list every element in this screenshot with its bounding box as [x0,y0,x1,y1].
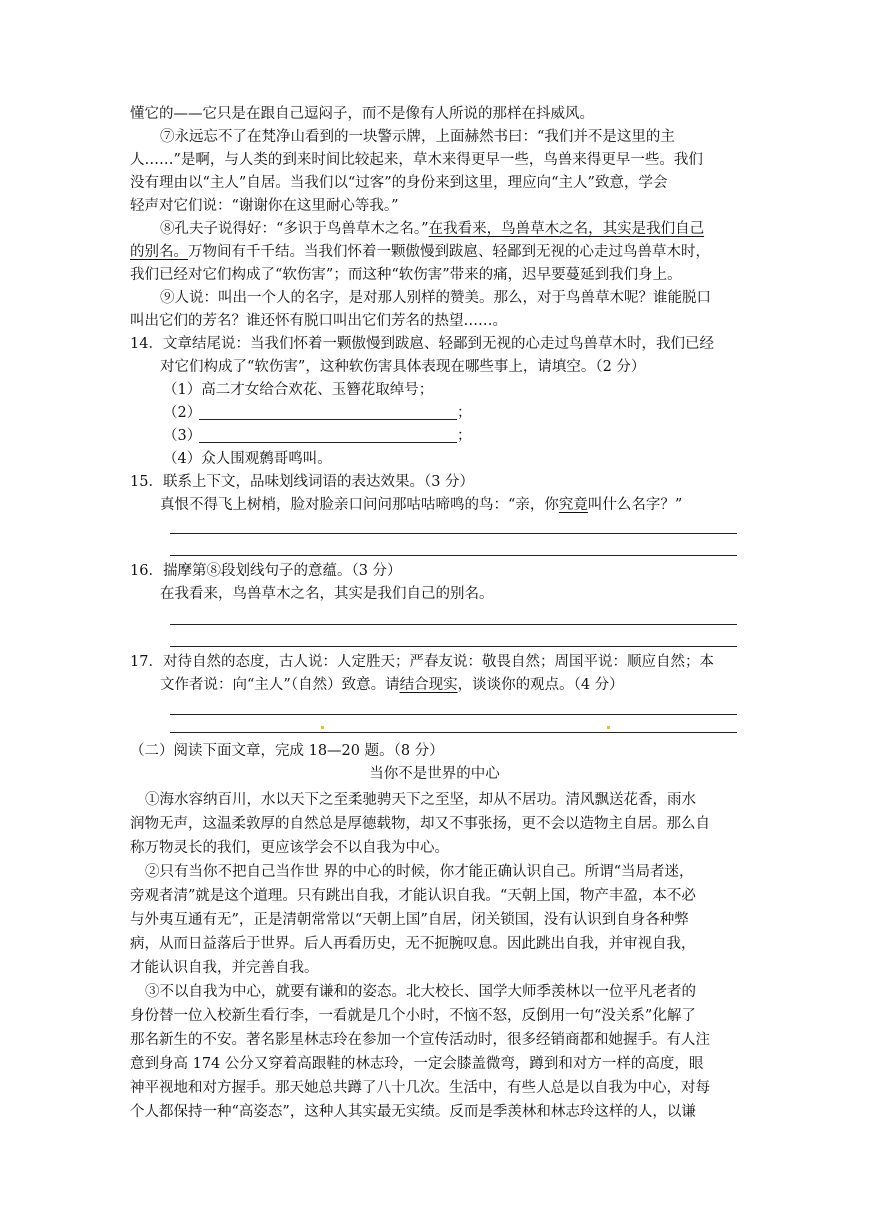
article-p2-line: ②只有当你不把自己当作世 界的中心的时候，你才能正确认识自己。所谓“当局者迷， [145,864,694,880]
paragraph-7-line: 轻声对它们说：“谢谢你在这里耐心等我。” [130,198,399,214]
article-p1-line: 称万物灵长的我们，更应该学会不以自我为中心。 [130,840,449,856]
paragraph-8-text: ⑧孔夫子说得好：“多识于鸟兽草木之名。” [160,221,429,237]
article-title: 当你不是世界的中心 [369,766,500,782]
article-p2-line: 才能认识自我，并完善自我。 [130,960,319,976]
article-p1-line: 润物无声，这温柔敦厚的自然总是厚德载物，却又不事张扬，更不会以造物主自居。那么自 [130,816,710,832]
speck-mark [321,726,324,729]
article-p3-line: ③不以自我为中心，就要有谦和的姿态。北大校长、国学大师季羡林以一位平凡老者的 [145,984,696,1000]
q15-quote-text: 叫什么名字？” [587,497,683,513]
paragraph-7-line: 没有理由以“主人”自居。当我们以“过客”的身份来到这里，理应向“主人”致意，学会 [130,175,668,191]
underlined-word: 结合现实 [399,677,458,693]
paragraph-7-line: 人……”是啊，与人类的到来时间比较起来，草木来得更早一些，鸟兽来得更早一些。我们 [130,152,703,168]
article-p3-line: 那名新生的不安。著名影星林志玲在参加一个宣传活动时，很多经销商都和她握手。有人注 [130,1032,710,1048]
q16-answer-line[interactable] [170,646,737,647]
underlined-word: 究竟 [558,497,588,513]
paragraph-6-end: 懂它的——它只是在跟自己逗闷子，而不是像有人所说的那样在抖威风。 [130,106,594,122]
q15-quote [160,495,682,515]
semicolon: ； [457,405,472,421]
q14-item-4: （4）众人围观鹩哥鸣叫。 [163,451,332,467]
paragraph-7-line: ⑦永远忘不了在梵净山看到的一块警示牌，上面赫然书曰：“我们并不是这里的主 [160,129,675,145]
q17-text: ，谈谈你的观点。（4 分） [457,677,624,693]
article-p2-line: 病，从而日益落后于世界。后人再看历史，无不扼腕叹息。因此跳出自我，并审视自我， [130,936,696,952]
question-14: 对它们构成了“软伤害”，这种软伤害具体表现在哪些事上，请填空。（2 分） [160,359,646,375]
article-p3-line: 神平视地和对方握手。那天她总共蹲了八十几次。生活中，有些人总是以自我为中心，对每 [130,1080,710,1096]
question-17: 17．对待自然的态度，古人说：人定胜天；严春友说：敬畏自然；周国平说：顺应自然；本 [130,654,714,670]
article-p3-line: 意到身高 174 公分又穿着高跟鞋的林志玲，一定会膝盖微弯，蹲到和对方一样的高度，眼 [130,1056,704,1072]
semicolon: ； [457,428,472,444]
q16-answer-line[interactable] [170,624,737,625]
paragraph-8-line [160,219,704,239]
q15-quote-text: 真恨不得飞上树梢，脸对脸亲口问问那咕咕啼鸣的鸟：“亲，你 [160,497,559,513]
question-16: 16．揣摩第⑧段划线句子的意蕴。（3 分） [130,563,402,579]
q14-item-1: （1）高二才女给合欢花、玉簪花取绰号； [163,382,434,398]
q17-text: 文作者说：向“主人”（自然）致意。请 [160,677,400,693]
q17-answer-line[interactable] [170,732,737,733]
section-2-heading: （二）阅读下面文章，完成 18—20 题。（8 分） [130,743,444,759]
article-p3-line: 身份替一位入校新生看行李，一看就是几个小时，不恼不怒，反倒用一句“没关系”化解了 [130,1008,696,1024]
article-p3-line: 个人都保持一种“高姿态”，这种人其实最无实绩。反而是季羡林和林志玲这样的人，以谦 [130,1104,696,1120]
q14-item-2: （2） [163,405,202,421]
q15-answer-line[interactable] [170,533,737,534]
question-15: 15．联系上下文，品味划线词语的表达效果。（3 分） [130,474,475,490]
paragraph-9-line: 叫出它们的芳名？谁还怀有脱口叫出它们芳名的热望……。 [130,313,507,329]
q15-answer-line[interactable] [170,555,737,556]
q17-answer-line[interactable] [170,714,737,715]
paragraph-8-line [130,242,710,262]
speck-mark [607,726,610,729]
article-p2-line: 与外夷互通有无”，正是清朝常常以“天朝上国”自居，闭关锁国，没有认识到自身各种弊 [130,912,689,928]
question-17 [160,675,624,695]
question-14: 14．文章结尾说：当我们怀着一颗傲慢到跋扈、轻鄙到无视的心走过鸟兽草木时，我们已经 [130,336,714,352]
q14-answer-line-3[interactable] [199,442,457,443]
article-p1-line: ①海水容纳百川，水以天下之至柔驰骋天下之至坚，却从不居功。清风飘送花香，雨水 [145,792,696,808]
underlined-sentence: 的别名。 [130,244,188,260]
underlined-sentence: 在我看来，鸟兽草木之名，其实是我们自己 [428,221,705,237]
q16-quote: 在我看来，鸟兽草木之名，其实是我们自己的别名。 [160,586,494,602]
q14-answer-line-2[interactable] [199,419,457,420]
paragraph-8-line: 我们已经对它们构成了“软伤害”；而这种“软伤害”带来的痛，迟早要蔓延到我们身上。 [130,267,682,283]
paragraph-9-line: ⑨人说：叫出一个人的名字，是对那人别样的赞美。那么，对于鸟兽草木呢？谁能脱口 [160,290,711,306]
paragraph-8-text: 万物间有千千结。当我们怀着一颗傲慢到跋扈、轻鄙到无视的心走过鸟兽草木时， [188,244,710,260]
q14-item-3: （3） [163,428,202,444]
article-p2-line: 旁观者清”就是这个道理。只有跳出自我，才能认识自我。“天朝上国，物产丰盈，本不必 [130,888,696,904]
